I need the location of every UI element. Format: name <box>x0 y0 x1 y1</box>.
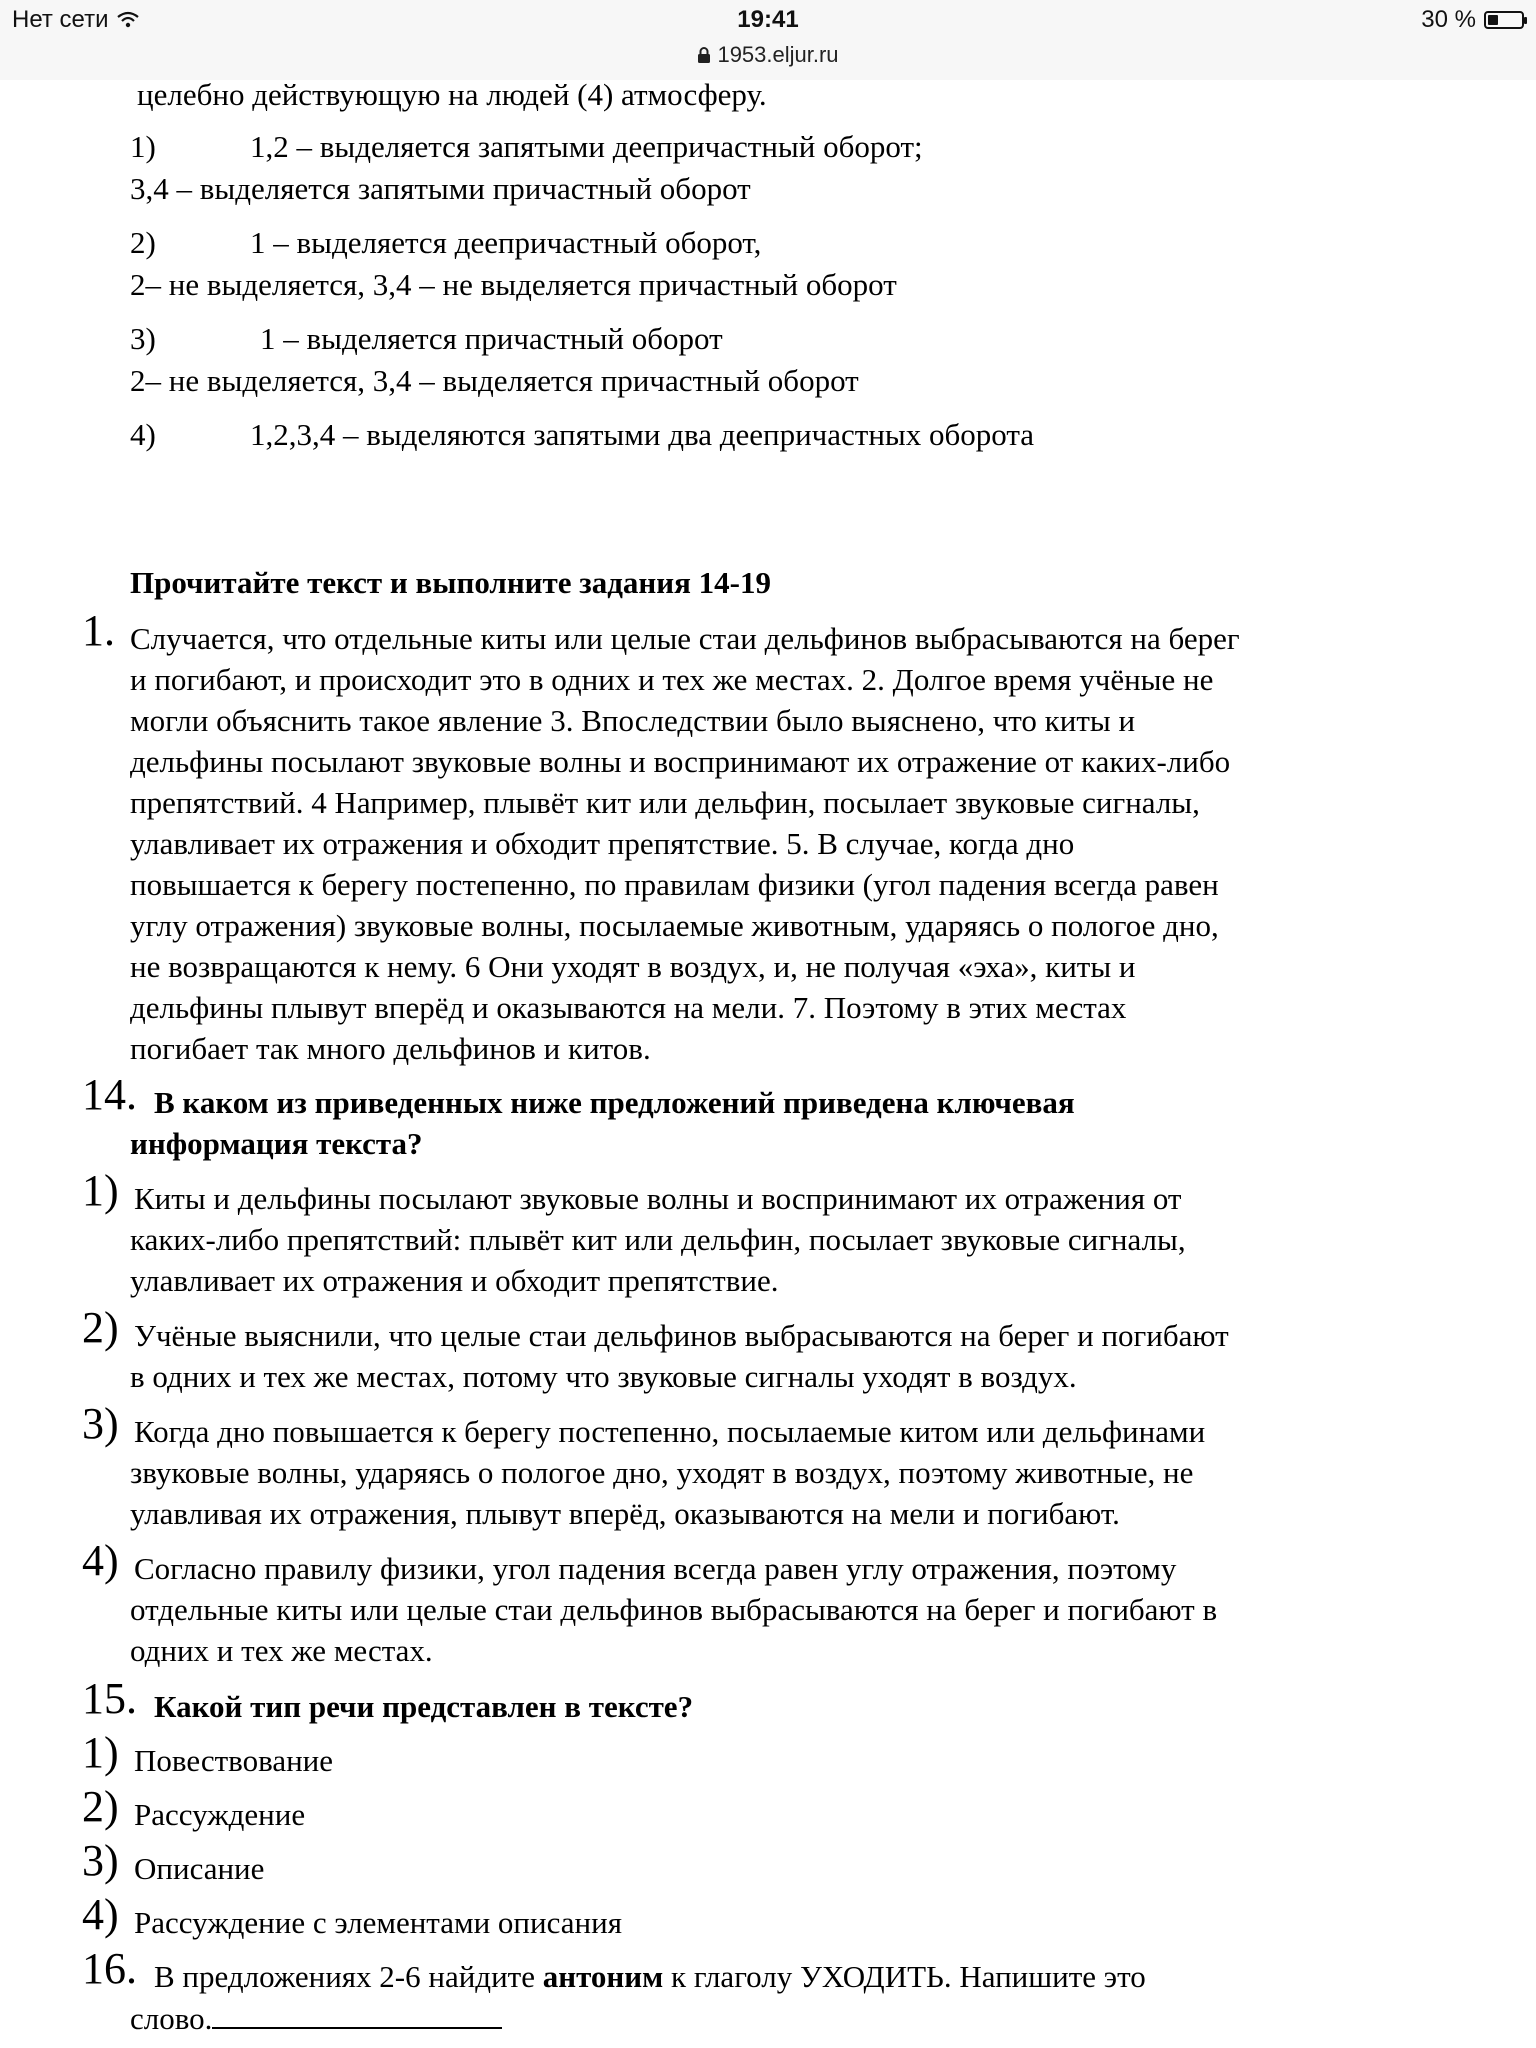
q16-bold-word: антоним <box>542 1959 664 1994</box>
q15-answer-2-text: Рассуждение <box>134 1797 306 1832</box>
text-line: препятствий. 4 Например, плывёт кит или дельфин, посылает звуковые сигналы, <box>130 785 1200 820</box>
q15-answer-3-num: 3) <box>82 1836 119 1885</box>
q14-question-line2: информация текста? <box>130 1126 423 1161</box>
q14-answer-2-line: в одних и тех же местах, потому что звуковые сигналы уходят в воздух. <box>130 1359 1077 1394</box>
option-13-2-num: 2) <box>130 225 156 260</box>
text-line: улавливает их отражения и обходит препятствие. 5. В случае, когда дно <box>130 826 1075 861</box>
option-13-3-num: 3) <box>130 321 156 356</box>
q14-answer-4-line: отдельные киты или целые стаи дельфинов выбрасываются на берег и погибают в <box>130 1592 1218 1627</box>
battery-fill <box>1488 15 1498 25</box>
q16-word-label: слово. <box>130 2001 213 2036</box>
option-13-4-line1: 1,2,3,4 – выделяются запятыми два деепричастных оборота <box>250 417 1035 452</box>
q15-answer-2-num: 2) <box>82 1782 119 1831</box>
q14-answer-4-num: 4) <box>82 1536 119 1585</box>
q14-answer-3-line: звуковые волны, ударяясь о пологое дно, уходят в воздух, поэтому животные, не <box>130 1455 1194 1490</box>
section-heading: Прочитайте текст и выполните задания 14-19 <box>130 565 771 600</box>
network-label: Нет сети <box>12 6 109 33</box>
battery-status <box>1421 6 1524 34</box>
address-bar[interactable] <box>0 42 1536 68</box>
text-line: не возвращаются к нему. 6 Они уходят в воздух, и, не получая «эха», киты и <box>130 949 1136 984</box>
q16-part1: В предложениях 2-6 найдите <box>154 1959 535 1994</box>
q14-answer-3-line: Когда дно повышается к берегу постепенно, посылаемые китом или дельфинами <box>134 1414 1206 1449</box>
q14-answer-1-line: Киты и дельфины посылают звуковые волны и воспринимают их отражения от <box>134 1181 1182 1216</box>
text-line: и погибают, и происходит это в одних и тех же местах. 2. Долгое время учёные не <box>130 662 1214 697</box>
q15-number: 15. <box>82 1674 137 1723</box>
q16-line2 <box>130 1997 502 2039</box>
q14-question-line1: В каком из приведенных ниже предложений приведена ключевая <box>154 1085 1075 1120</box>
q14-answer-4-line: одних и тех же местах. <box>130 1633 433 1668</box>
q16-question <box>154 1956 1146 1997</box>
battery-label: 30 % <box>1421 6 1476 33</box>
option-13-2-line1: 1 – выделяется деепричастный оборот, <box>250 225 762 260</box>
q15-answer-1-num: 1) <box>82 1728 119 1777</box>
text-line: углу отражения) звуковые волны, посылаемые животным, ударяясь о пологое дно, <box>130 908 1219 943</box>
status-bar <box>0 0 1536 80</box>
option-13-2-line2: 2– не выделяется, 3,4 – не выделяется причастный оборот <box>130 267 897 302</box>
q14-answer-3-line: улавливая их отражения, плывут вперёд, оказываются на мели и погибают. <box>130 1496 1120 1531</box>
battery-icon <box>1484 11 1524 29</box>
q15-question: Какой тип речи представлен в тексте? <box>154 1689 694 1724</box>
q15-answer-3-text: Описание <box>134 1851 265 1886</box>
q14-answer-4-line: Согласно правилу физики, угол падения всегда равен углу отражения, поэтому <box>134 1551 1177 1586</box>
url-text: 1953.eljur.ru <box>717 42 839 67</box>
q15-answer-4-num: 4) <box>82 1890 119 1939</box>
q14-answer-1-line: улавливает их отражения и обходит препятствие. <box>130 1263 779 1298</box>
q14-answer-2-num: 2) <box>82 1303 119 1352</box>
option-13-3-line2: 2– не выделяется, 3,4 – выделяется причастный оборот <box>130 363 859 398</box>
text-line: погибает так много дельфинов и китов. <box>130 1031 651 1066</box>
text-number: 1. <box>82 606 115 655</box>
option-13-1-num: 1) <box>130 129 156 164</box>
lock-icon <box>697 46 711 64</box>
text-line: дельфины посылают звуковые волны и воспринимают их отражение от каких-либо <box>130 744 1231 779</box>
top-fragment: целебно действующую на людей (4) атмосферу. <box>137 77 767 112</box>
q14-answer-1-line: каких-либо препятствий: плывёт кит или дельфин, посылает звуковые сигналы, <box>130 1222 1186 1257</box>
q15-answer-4-text: Рассуждение с элементами описания <box>134 1905 622 1940</box>
answer-blank[interactable] <box>212 1997 502 2029</box>
option-13-1-line1: 1,2 – выделяется запятыми деепричастный оборот; <box>250 129 923 164</box>
q14-answer-2-line: Учёные выяснили, что целые стаи дельфинов выбрасываются на берег и погибают <box>134 1318 1229 1353</box>
option-13-1-line2: 3,4 – выделяется запятыми причастный оборот <box>130 171 751 206</box>
option-13-3-line1: 1 – выделяется причастный оборот <box>260 321 723 356</box>
option-13-4-num: 4) <box>130 417 156 452</box>
text-line: могли объяснить такое явление 3. Впоследствии было выяснено, что киты и <box>130 703 1136 738</box>
q14-answer-3-num: 3) <box>82 1399 119 1448</box>
text-line: Случается, что отдельные киты или целые стаи дельфинов выбрасываются на берег <box>130 621 1240 656</box>
q15-answer-1-text: Повествование <box>134 1743 334 1778</box>
q14-number: 14. <box>82 1070 137 1119</box>
text-line: повышается к берегу постепенно, по правилам физики (угол падения всегда равен <box>130 867 1219 902</box>
q14-answer-1-num: 1) <box>82 1166 119 1215</box>
clock: 19:41 <box>737 6 799 33</box>
q16-number: 16. <box>82 1944 137 1993</box>
text-line: дельфины плывут вперёд и оказываются на мели. 7. Поэтому в этих местах <box>130 990 1127 1025</box>
q16-part2: к глаголу УХОДИТЬ. Напишите это <box>671 1959 1146 1994</box>
